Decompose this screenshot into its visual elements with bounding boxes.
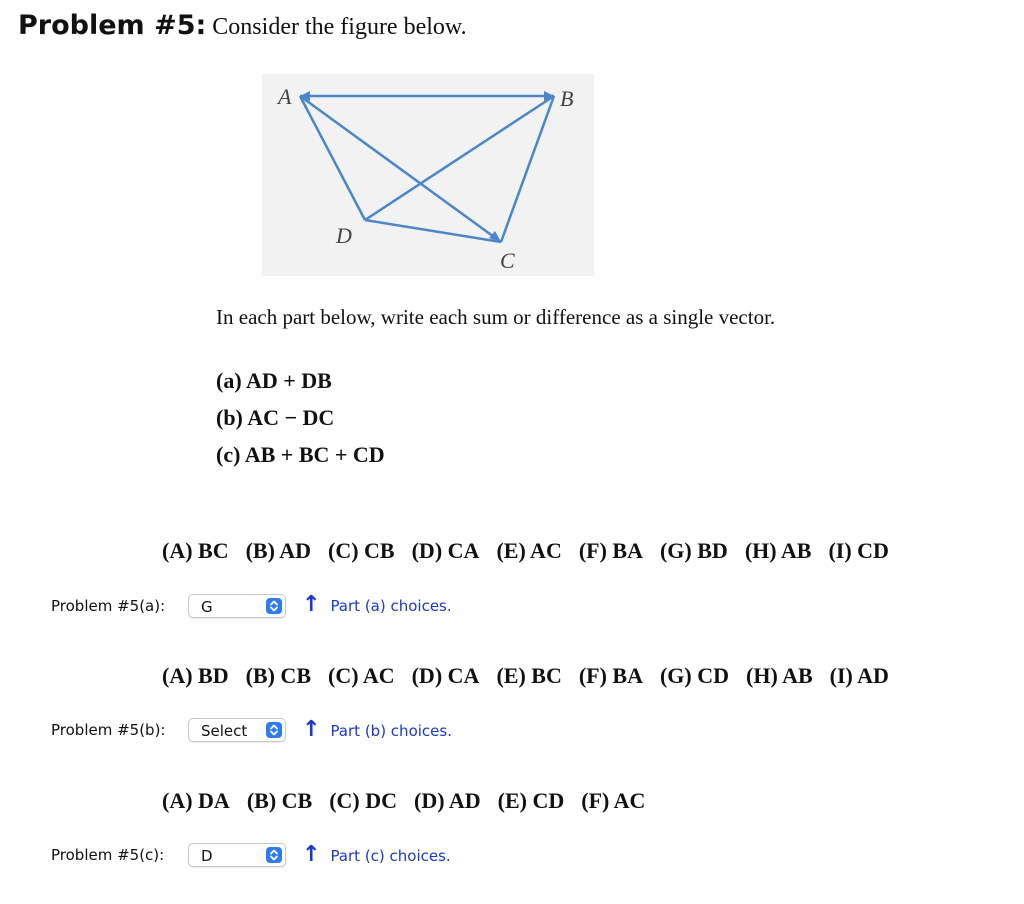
part-a	[216, 368, 332, 394]
answer-select-b[interactable]	[188, 718, 286, 742]
part-b-expr: AC − DC	[247, 405, 335, 430]
segment-cd	[365, 220, 501, 242]
choices-b	[162, 663, 906, 689]
figure-lines	[300, 96, 554, 242]
problem-intro: Consider the figure below.	[212, 14, 467, 40]
problem-number: Problem #5:	[18, 10, 207, 41]
vertex-label-b: B	[560, 86, 574, 111]
vertex-label-d: D	[336, 223, 352, 248]
part-c-expr: AB + BC + CD	[244, 442, 385, 467]
hint-b	[302, 719, 452, 744]
choice-item: (A) BD	[162, 663, 229, 688]
choice-item: (B) AD	[245, 538, 311, 563]
choice-item: (A) DA	[162, 788, 230, 813]
choice-item: (F) BA	[578, 663, 643, 688]
part-c	[216, 442, 385, 468]
select-arrows-icon	[266, 847, 282, 863]
segment-bc	[501, 96, 554, 242]
choice-item: (I) CD	[828, 538, 889, 563]
choice-item: (D) AD	[414, 788, 481, 813]
choices-a	[162, 538, 906, 564]
choice-item: (F) BA	[578, 538, 643, 563]
answer-select-c[interactable]	[188, 843, 286, 867]
choice-item: (H) AB	[746, 663, 813, 688]
choice-item: (G) CD	[659, 663, 730, 688]
vertex-label-a: A	[278, 84, 292, 109]
answer-label-a: Problem #5(a):	[51, 597, 166, 615]
answer-select-a-value: G	[201, 598, 213, 616]
part-a-expr: AD + DB	[245, 368, 332, 393]
part-b	[216, 405, 334, 431]
instruction-text: In each part below, write each sum or difference as a single vector.	[216, 305, 776, 329]
segment-da	[300, 96, 365, 220]
quadrilateral-figure	[262, 74, 594, 276]
choice-item: (A) BC	[162, 538, 229, 563]
hint-b-text: Part (b) choices.	[330, 722, 452, 740]
choices-c	[162, 788, 662, 814]
hint-c-text: Part (c) choices.	[330, 847, 451, 865]
vertex-label-c: C	[500, 248, 515, 273]
choice-item: (I) AD	[829, 663, 889, 688]
hint-a-text: Part (a) choices.	[330, 597, 452, 615]
up-arrow-icon: ↑	[302, 592, 321, 617]
select-arrows-icon	[266, 722, 282, 738]
hint-a	[302, 594, 452, 619]
answer-label-b: Problem #5(b):	[51, 721, 166, 739]
choice-item: (C) DC	[329, 788, 398, 813]
answer-select-a[interactable]	[188, 594, 286, 618]
choice-item: (H) AB	[744, 538, 812, 563]
up-arrow-icon: ↑	[302, 842, 321, 867]
choice-item: (E) AC	[496, 538, 562, 563]
choice-item: (D) CA	[411, 538, 480, 563]
hint-c	[302, 844, 451, 869]
choice-item: (F) AC	[581, 788, 646, 813]
part-a-label: (a)	[216, 368, 242, 393]
figure-svg	[262, 74, 594, 276]
part-c-label: (c)	[216, 442, 241, 467]
choice-item: (B) CB	[246, 788, 313, 813]
select-arrows-icon	[266, 598, 282, 614]
choice-item: (G) BD	[659, 538, 728, 563]
segment-db	[365, 96, 554, 220]
answer-select-c-value: D	[201, 847, 213, 865]
choice-item: (C) CB	[328, 538, 395, 563]
choice-item: (D) CA	[411, 663, 480, 688]
up-arrow-icon: ↑	[302, 717, 321, 742]
choice-item: (E) BC	[496, 663, 562, 688]
segment-ac	[300, 96, 501, 242]
choice-item: (C) AC	[328, 663, 395, 688]
choice-item: (B) CB	[245, 663, 311, 688]
choice-item: (E) CD	[497, 788, 565, 813]
problem-heading	[18, 10, 467, 41]
answer-select-b-value: Select	[201, 722, 248, 740]
part-b-label: (b)	[216, 405, 243, 430]
answer-label-c: Problem #5(c):	[51, 846, 165, 864]
